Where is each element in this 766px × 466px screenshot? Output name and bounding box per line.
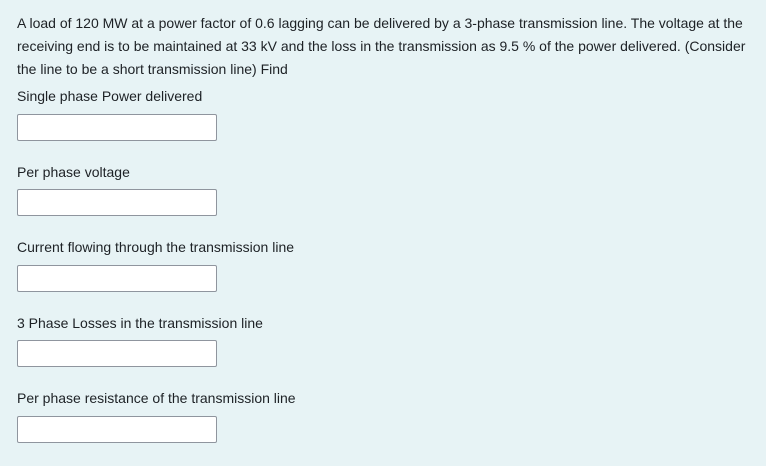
part-single-phase-power (17, 87, 202, 105)
part-label: 3 Phase Losses in the transmission line (17, 315, 263, 331)
part-label: Current flowing through the transmission line (17, 239, 295, 255)
part-label: Per phase voltage (17, 164, 130, 180)
answer-input-per-phase-resistance[interactable] (17, 416, 217, 443)
answer-input-line-current[interactable] (17, 265, 217, 292)
part-label: Per phase resistance of the transmission line (17, 390, 296, 406)
answer-input-three-phase-losses[interactable] (17, 340, 217, 367)
answer-input-per-phase-voltage[interactable] (17, 189, 217, 216)
question-text: A load of 120 MW at a power factor of 0.6 lagging can be delivered by a 3-phase transmission line. The voltage at the receiving end is to be maintained at 33 kV and the loss in the transmission as 9.5 % of the power delivered. (Consider the line to be a short transmission line) Find (17, 15, 746, 77)
part-three-phase-losses (17, 314, 263, 332)
part-per-phase-voltage (17, 163, 130, 181)
part-per-phase-resistance (17, 389, 296, 407)
part-line-current (17, 238, 294, 256)
answer-input-single-phase-power[interactable] (17, 114, 217, 141)
part-label: Single phase Power delivered (17, 88, 203, 104)
